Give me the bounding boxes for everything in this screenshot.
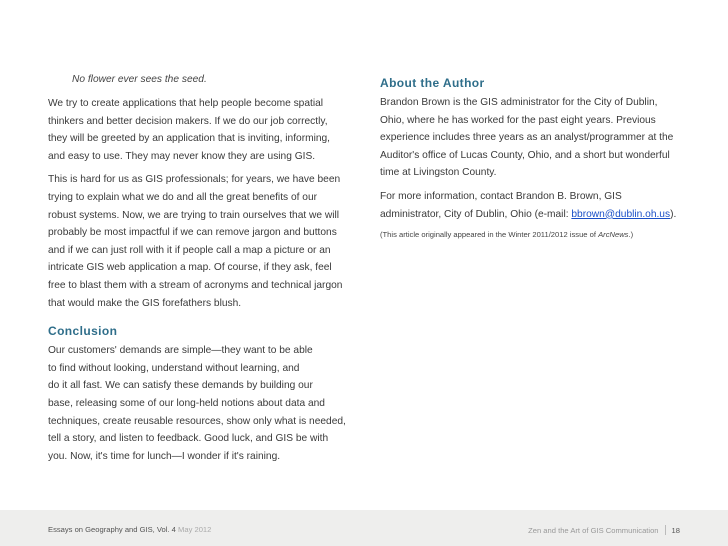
- text-line: you. Now, it's time for lunch—I wonder if it's raining.: [48, 450, 281, 462]
- page-number: 18: [671, 526, 680, 535]
- contact-paragraph: [380, 188, 680, 223]
- publication-name: ArcNews: [598, 230, 629, 240]
- footer-series-title: Essays on Geography and GIS, Vol. 4: [48, 525, 176, 534]
- paragraph-1: [48, 95, 356, 165]
- text-line: they will be greeted by an application that is inviting, informing,: [48, 133, 331, 145]
- right-column: [380, 76, 680, 241]
- text-line: do it all fast. We can satisfy these demands by building our: [48, 380, 313, 392]
- page-footer: [0, 510, 728, 546]
- footer-left: [48, 525, 211, 534]
- text-line: experience includes three years as an analyst/programmer at the: [380, 132, 674, 144]
- text-line: For more information, contact Brandon B. Brown, GIS: [380, 190, 622, 202]
- paragraph-2: [48, 171, 356, 312]
- text-line: intricate GIS web application a map. Of course, if they ask, feel: [48, 262, 332, 274]
- text-line: Auditor's office of Lucas County, Ohio, and a short but wonderful: [380, 149, 670, 161]
- text-line: and easy to use. They may never know they are using GIS.: [48, 150, 316, 162]
- note-prefix: (This article originally appeared in the Winter 2011/2012 issue of: [380, 230, 599, 240]
- footer-right: [528, 525, 680, 535]
- text-line: time at Livingston County.: [380, 167, 497, 179]
- text-line: robust systems. Now, we are trying to train ourselves that we will: [48, 209, 340, 221]
- author-bio: [380, 94, 680, 182]
- text-line: that would make the GIS forefathers blush.: [48, 297, 242, 309]
- text-line: trying to explain what we do and all the great benefits of our: [48, 191, 318, 203]
- text-line: and if we can just roll with it if people call a map a picture or an: [48, 244, 331, 256]
- text-line: [380, 206, 680, 224]
- footer-date: May 2012: [178, 525, 212, 534]
- note-suffix: .): [628, 230, 634, 240]
- conclusion-paragraph: [48, 342, 356, 465]
- text-line: We try to create applications that help people become spatial: [48, 98, 324, 109]
- text-line: to find without looking, understand without learning, and: [48, 362, 300, 374]
- left-column: [48, 72, 356, 471]
- text-line: tell a story, and listen to feedback. Good luck, and GIS be with: [48, 433, 329, 445]
- text-line: base, releasing some of our long-held notions about data and: [48, 397, 325, 409]
- contact-suffix: ).: [670, 208, 677, 220]
- conclusion-heading: Conclusion: [48, 324, 118, 339]
- text-line: Brandon Brown is the GIS administrator for the City of Dublin,: [380, 97, 658, 108]
- text-line: Ohio, where he has worked for the past eight years. Previous: [380, 114, 656, 126]
- text-line: thinkers and better decision makers. If we do our job correctly,: [48, 115, 328, 127]
- text-line: Our customers' demands are simple—they want to be able: [48, 345, 313, 357]
- about-author-heading: About the Author: [380, 76, 485, 90]
- publication-note: [380, 229, 680, 241]
- email-link[interactable]: bbrown@dublin.oh.us: [571, 208, 671, 220]
- contact-prefix: administrator, City of Dublin, Ohio (e-mail:: [380, 208, 572, 220]
- footer-divider: [665, 525, 666, 535]
- footer-article-title: Zen and the Art of GIS Communication: [528, 526, 659, 535]
- text-line: techniques, create reusable resources, show only what is needed,: [48, 415, 346, 427]
- text-line: probably be most impactful if we can remove jargon and buttons: [48, 227, 337, 239]
- text-line: This is hard for us as GIS professionals; for years, we have been: [48, 174, 341, 186]
- epigraph-quote: No flower ever sees the seed.: [72, 74, 207, 85]
- text-line: free to blast them with a stream of acronyms and technical jargon: [48, 279, 343, 291]
